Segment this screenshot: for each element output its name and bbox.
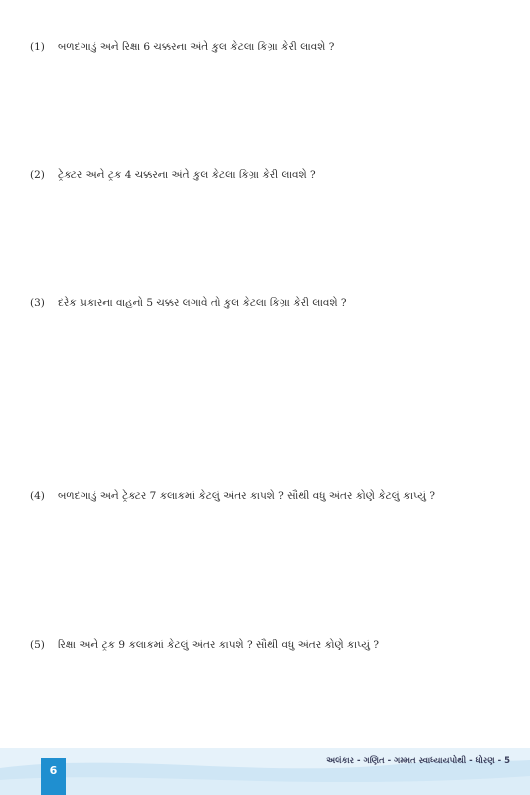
question-text: ટ્રેક્ટર અને ટ્રક 4 ચક્કરના અંતે કુલ કેટલા કિગ્રા કેરી લાવશે ? <box>58 169 316 181</box>
question-number: (4) <box>30 490 45 502</box>
question-3 <box>30 296 510 310</box>
page-number: 6 <box>49 764 58 777</box>
question-text: રિક્ષા અને ટ્રક 9 કલાકમાં કેટલું અંતર કાપશે ? સૌથી વધુ અંતર કોણે કાપ્યું ? <box>58 639 379 651</box>
question-text: બળદગાડું અને ટ્રેક્ટર 7 કલાકમાં કેટલું અંતર કાપશે ? સૌથી વધુ અંતર કોણે કેટલું કાપ્યું ? <box>58 490 435 502</box>
question-4 <box>30 489 510 503</box>
question-1 <box>30 40 510 54</box>
book-title: અલંકાર - ગણિત - ગમ્મત સ્વાધ્યાયપોથી - ધોરણ - 5 <box>326 756 510 766</box>
question-number: (5) <box>30 639 45 651</box>
question-text: બળદગાડું અને રિક્ષા 6 ચક્કરના અંતે કુલ કેટલા કિગ્રા કેરી લાવશે ? <box>58 41 335 53</box>
question-number: (1) <box>30 41 45 53</box>
question-number: (2) <box>30 169 45 181</box>
question-2 <box>30 168 510 182</box>
page-number-tab <box>41 758 66 795</box>
question-number: (3) <box>30 297 45 309</box>
question-text: દરેક પ્રકારના વાહનો 5 ચક્કર લગાવે તો કુલ કેટલા કિગ્રા કેરી લાવશે ? <box>58 297 347 309</box>
question-5 <box>30 638 510 652</box>
page-footer <box>0 748 530 795</box>
